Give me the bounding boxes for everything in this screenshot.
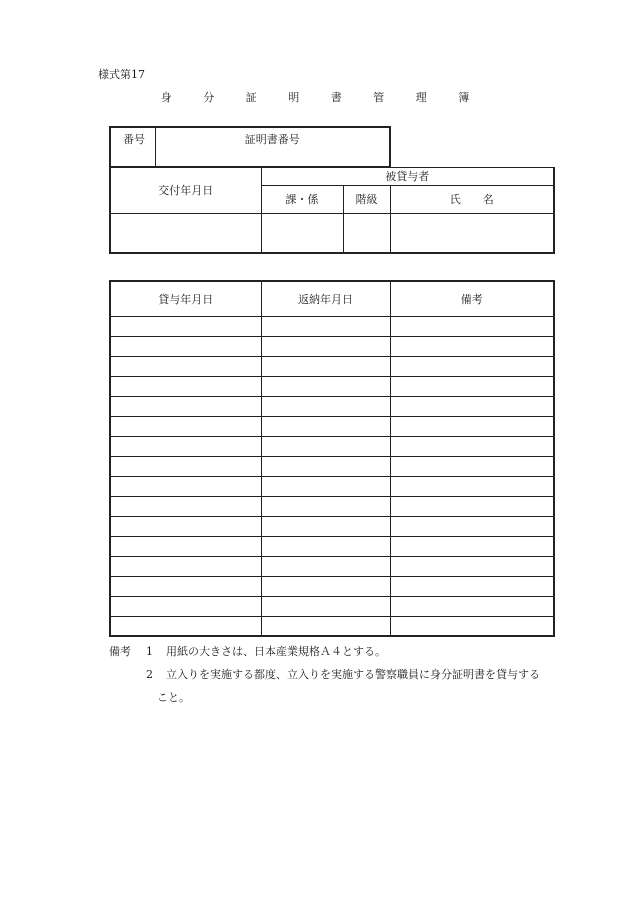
return-date-cell[interactable] [261, 616, 390, 636]
remarks-cell[interactable] [390, 416, 554, 436]
table-row [110, 456, 554, 476]
number-label: 番号 [123, 133, 145, 146]
note-text: 立入りを実施する都度、立入りを実施する警察職員に身分証明書を貸与する [166, 668, 540, 681]
rank-header [343, 185, 390, 213]
return-date-cell[interactable] [261, 476, 390, 496]
remarks-cell[interactable] [390, 356, 554, 376]
table-row [110, 516, 554, 536]
table-row [110, 396, 554, 416]
lend-date-cell[interactable] [110, 356, 261, 376]
remarks-header: 備考 [390, 281, 554, 316]
note-item-1 [109, 640, 579, 663]
notes-heading: 備考 [109, 645, 131, 658]
table-row [110, 336, 554, 356]
note-item-2-continued [109, 686, 579, 709]
remarks-cell[interactable] [390, 616, 554, 636]
table-row [110, 536, 554, 556]
borrower-label: 被貸与者 [385, 170, 430, 184]
name-label: 氏 名 [449, 193, 494, 206]
table-row [110, 356, 554, 376]
table-row [110, 416, 554, 436]
return-date-cell[interactable] [261, 536, 390, 556]
return-date-cell[interactable] [261, 416, 390, 436]
return-date-cell[interactable] [261, 396, 390, 416]
remarks-cell[interactable] [390, 476, 554, 496]
lend-date-cell[interactable] [110, 496, 261, 516]
page-title: 身 分 証 明 書 管 理 簿 [160, 91, 484, 104]
certificate-info-table [109, 126, 555, 254]
ledger-table [109, 280, 555, 637]
return-date-cell[interactable] [261, 496, 390, 516]
rank-label: 階級 [355, 193, 378, 206]
return-date-cell[interactable] [261, 316, 390, 336]
table-row [110, 596, 554, 616]
remarks-cell[interactable] [390, 436, 554, 456]
lend-date-cell[interactable] [110, 376, 261, 396]
remarks-cell[interactable] [390, 316, 554, 336]
issue-date-label: 交付年月日 [158, 184, 214, 198]
lend-date-cell[interactable] [110, 416, 261, 436]
remarks-cell[interactable] [390, 536, 554, 556]
note-number: 1 [146, 645, 153, 658]
return-date-cell[interactable] [261, 516, 390, 536]
lend-date-cell[interactable] [110, 536, 261, 556]
return-date-cell[interactable] [261, 556, 390, 576]
lend-date-cell[interactable] [110, 516, 261, 536]
remarks-cell[interactable] [390, 596, 554, 616]
lend-date-cell[interactable] [110, 456, 261, 476]
lend-date-cell[interactable] [110, 556, 261, 576]
return-date-cell[interactable] [261, 376, 390, 396]
remarks-cell[interactable] [390, 576, 554, 596]
section-entry[interactable] [261, 213, 343, 253]
return-date-cell[interactable] [261, 576, 390, 596]
remarks-cell[interactable] [390, 396, 554, 416]
remarks-cell[interactable] [390, 556, 554, 576]
issue-date-header [110, 167, 261, 213]
return-date-cell[interactable] [261, 456, 390, 476]
remarks-cell[interactable] [390, 336, 554, 356]
return-date-header: 返納年月日 [261, 281, 390, 316]
lend-date-cell[interactable] [110, 576, 261, 596]
blank-corner-cell [390, 127, 554, 167]
name-entry[interactable] [390, 213, 554, 253]
section-label: 課・係 [285, 193, 319, 206]
rank-entry[interactable] [343, 213, 390, 253]
notes-section [109, 640, 579, 709]
form-number-label: 様式第17 [98, 68, 145, 81]
table-row [110, 376, 554, 396]
remarks-cell[interactable] [390, 376, 554, 396]
ledger-header-row [110, 281, 554, 316]
table-row [110, 436, 554, 456]
number-label-cell [110, 127, 155, 167]
name-header [390, 185, 554, 213]
lend-date-cell[interactable] [110, 616, 261, 636]
table-row [110, 556, 554, 576]
return-date-cell[interactable] [261, 356, 390, 376]
lend-date-cell[interactable] [110, 396, 261, 416]
remarks-cell[interactable] [390, 516, 554, 536]
table-row [110, 476, 554, 496]
table-row [110, 616, 554, 636]
lend-date-cell[interactable] [110, 336, 261, 356]
table-row [110, 576, 554, 596]
lend-date-cell[interactable] [110, 596, 261, 616]
lend-date-cell[interactable] [110, 436, 261, 456]
section-header [261, 185, 343, 213]
cert-number-label: 証明書番号 [244, 133, 300, 146]
ledger-body [110, 316, 554, 636]
note-number: 2 [146, 668, 153, 681]
cert-number-cell [155, 127, 390, 167]
table-row [110, 316, 554, 336]
borrower-header [261, 167, 554, 185]
lend-date-header: 貸与年月日 [110, 281, 261, 316]
note-item-2 [109, 663, 579, 686]
lend-date-cell[interactable] [110, 316, 261, 336]
return-date-cell[interactable] [261, 596, 390, 616]
issue-date-entry[interactable] [110, 213, 261, 253]
return-date-cell[interactable] [261, 436, 390, 456]
table-row [110, 496, 554, 516]
return-date-cell[interactable] [261, 336, 390, 356]
note-text: 用紙の大きさは、日本産業規格Ａ４とする。 [166, 645, 386, 658]
note-text-continued: こと。 [157, 691, 190, 704]
remarks-cell[interactable] [390, 496, 554, 516]
lend-date-cell[interactable] [110, 476, 261, 496]
remarks-cell[interactable] [390, 456, 554, 476]
